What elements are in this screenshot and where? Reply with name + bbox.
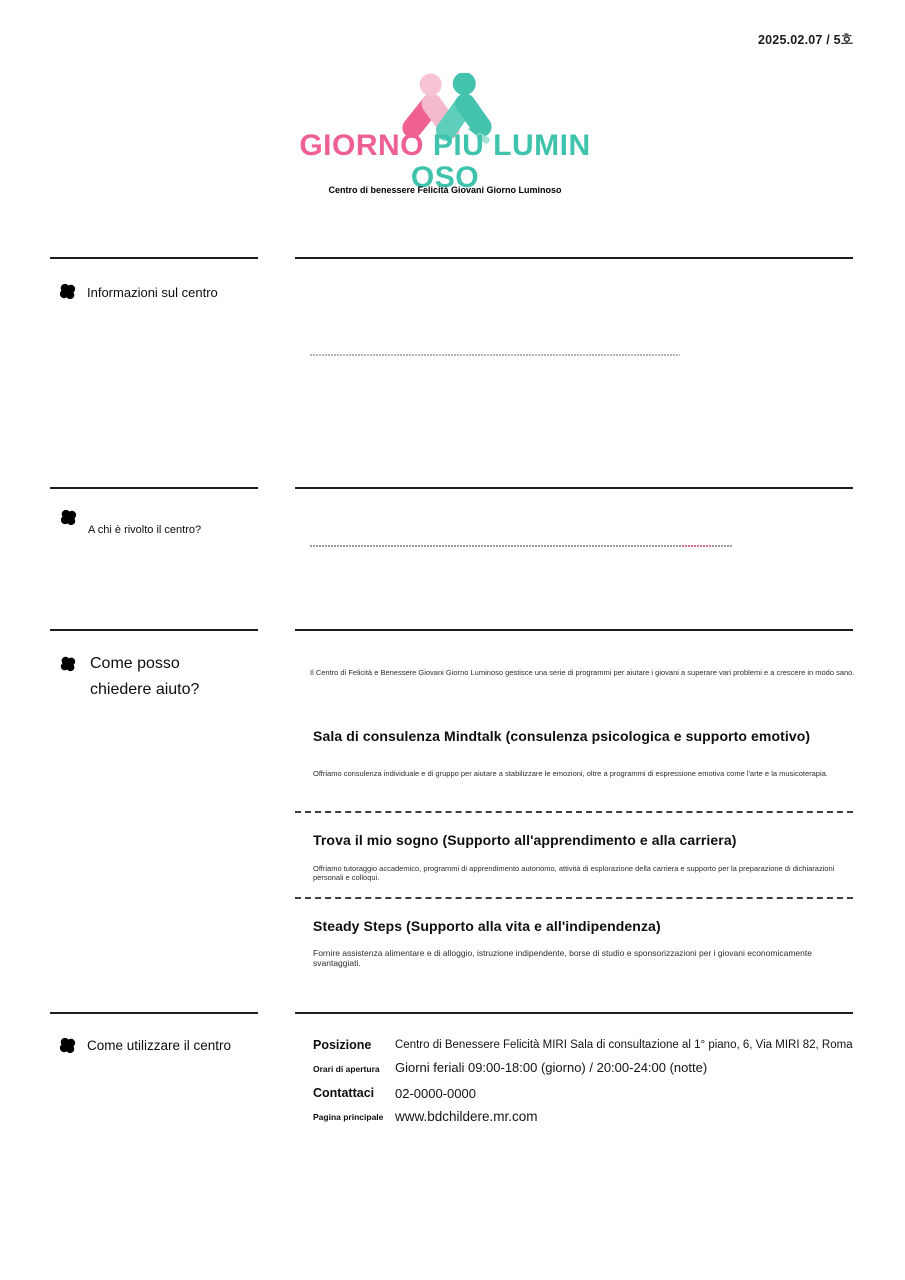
logo-title-line2: OSO — [410, 161, 480, 194]
dashed-divider — [295, 811, 853, 813]
divider — [50, 629, 258, 631]
clover-icon — [59, 1037, 76, 1054]
logo-title-teal: PIÙ LUMIN — [424, 129, 591, 162]
microtext-line — [310, 354, 680, 356]
program-title-steady-steps: Steady Steps (Supporto alla vita e all'indipendenza) — [313, 918, 661, 934]
section-title-help — [90, 651, 199, 703]
help-intro-text: Il Centro di Felicità e Benessere Giovani Giorno Luminoso gestisce una serie di programmi per aiutare i giovani a superare vari problemi e a crescere in modo sano. — [310, 668, 855, 677]
logo-title-line1 — [145, 130, 745, 162]
clover-icon — [60, 656, 76, 672]
contact-value-phone: 02-0000-0000 — [395, 1086, 476, 1101]
section-title-info: Informazioni sul centro — [87, 285, 218, 300]
divider — [295, 487, 853, 489]
divider — [295, 629, 853, 631]
contact-label-hours: Orari di apertura — [313, 1064, 380, 1074]
contact-label-homepage: Pagina principale — [313, 1112, 384, 1122]
program-description: Offriamo tutoraggio accademico, programmi di apprendimento autonomo, attività di esplorazione della carriera e supporto per la preparazione di dichiarazioni personali e colloqui. — [313, 864, 835, 882]
section-title-audience: A chi è rivolto il centro? — [88, 524, 202, 536]
section-title-usage: Come utilizzare il centro — [87, 1038, 232, 1053]
dashed-divider — [295, 897, 853, 899]
logo-title-pink: GIORNO — [299, 129, 424, 162]
microtext-line — [310, 545, 732, 547]
contact-value-location: Centro di Benessere Felicità MIRI Sala di consultazione al 1° piano, 6, Via MIRI 82, Roma — [395, 1039, 853, 1051]
divider — [50, 257, 258, 259]
program-title-dream: Trova il mio sogno (Supporto all'apprendimento e alla carriera) — [313, 832, 737, 848]
contact-value-homepage: www.bdchildere.mr.com — [395, 1109, 538, 1124]
divider — [50, 1012, 258, 1014]
contact-value-hours: Giorni feriali 09:00-18:00 (giorno) / 20:00-24:00 (notte) — [395, 1060, 708, 1075]
divider — [295, 1012, 853, 1014]
clover-icon — [60, 509, 77, 526]
section-title-help-line1: Come posso — [90, 655, 180, 672]
program-title-mindtalk: Sala di consulenza Mindtalk (consulenza psicologica e supporto emotivo) — [313, 728, 811, 744]
contact-label-location: Posizione — [313, 1038, 372, 1052]
program-description: Offriamo consulenza individuale e di gruppo per aiutare a stabilizzare le emozioni, oltre a programmi di espressione emotiva come l'arte e la musicoterapia. — [313, 769, 828, 778]
section-title-help-line2: chiedere aiuto? — [90, 681, 200, 698]
contact-label-phone: Contattaci — [313, 1086, 375, 1100]
issue-date: 2025.02.07 / 5호 — [757, 33, 853, 47]
program-description: Fornire assistenza alimentare e di alloggio, istruzione indipendente, borse di studio e sponsorizzazioni per i giovani economicamente svantaggiati. — [313, 948, 812, 968]
logo-subtitle: Centro di benessere Felicità Giovani Giorno Luminoso — [328, 185, 562, 195]
divider — [295, 257, 853, 259]
clover-icon — [59, 283, 76, 300]
divider — [50, 487, 258, 489]
